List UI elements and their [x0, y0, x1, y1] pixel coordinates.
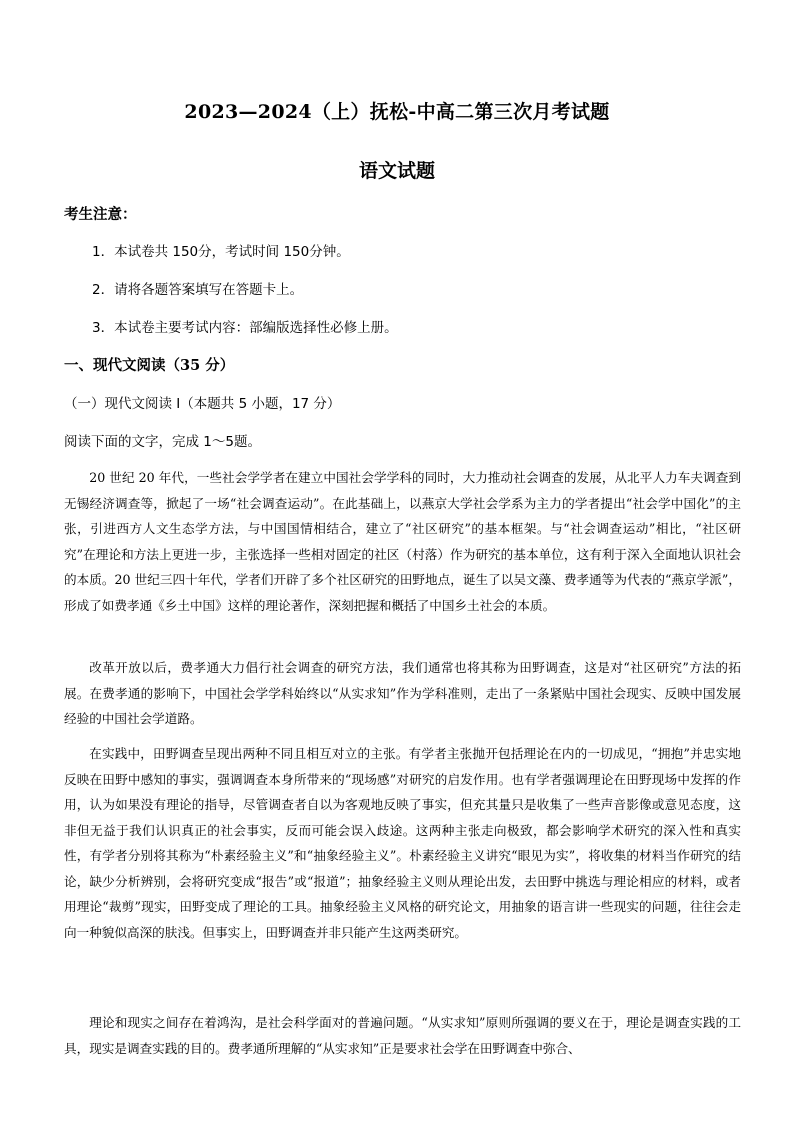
exam-subtitle: 语文试题	[358, 160, 435, 182]
passage-paragraph: 改革开放以后，费孝通大力倡行社会调查的研究方法，我们通常也将其称为田野调查，这是对“社区研究”方法的拓展。在费孝通的影响下，中国社会学学科始终以“从实求知”作为学科准则，走出了一条紧贴中国社会现实、反映中国发展经验的中国社会学道路。	[64, 660, 741, 726]
section-instruction: 阅读下面的文字，完成 1～5题。	[64, 434, 261, 450]
passage-paragraph: 20 世纪 20 年代，一些社会学学者在建立中国社会学学科的同时，大力推动社会调查的发展，从北平人力车夫调查到无锡经济调查等，掀起了一场“社会调查运动”。在此基础上，以燕京大学社会学系为主力的学者提出“社会学中国化”的主张，引进西方人文生态学方法，与中国国情相结合，建立了“社区研究”的基本框架。与“社会调查运动”相比，“社区研究”在理论和方法上更进一步，主张选择一些相对固定的社区（村落）作为研究的基本单位，这有利于深入全面地认识社会的本质。20 世纪三四十年代，学者们开辟了多个社区研究的田野地点，诞生了以吴文藻、费孝通等为代表的“燕京学派”，形成了如费孝通《乡土中国》这样的理论著作，深刻把握和概括了中国乡土社会的本质。	[64, 470, 741, 613]
section-subheading: （一）现代文阅读 I（本题共 5 小题，17 分）	[64, 396, 341, 412]
section-heading: 一、现代文阅读（35 分）	[64, 357, 235, 374]
notice-item: 2．请将各题答案填写在答题卡上。	[92, 282, 304, 298]
passage-paragraph: 理论和现实之间存在着鸿沟，是社会科学面对的普遍问题。“从实求知”原则所强调的要义在于，理论是调查实践的工具，现实是调查实践的目的。费孝通所理解的“从实求知”正是要求社会学在田野调查中弥合、	[64, 1015, 741, 1056]
notice-item: 1．本试卷共 150分，考试时间 150分钟。	[92, 244, 350, 260]
notice-item: 3．本试卷主要考试内容：部编版选择性必修上册。	[92, 320, 398, 336]
passage-paragraph: 在实践中，田野调查呈现出两种不同且相互对立的主张。有学者主张抛开包括理论在内的一切成见，“拥抱”并忠实地反映在田野中感知的事实，强调调查本身所带来的“现场感”对研究的启发作用。也有学者强调理论在田野现场中发挥的作用，认为如果没有理论的指导，尽管调查者自以为客观地反映了事实，但充其量只是收集了一些声音影像或意见态度，这非但无益于我们认识真正的社会事实，反而可能会误入歧途。这两种主张走向极致，都会影响学术研究的深入性和真实性，有学者分别将其称为“朴素经验主义”和“抽象经验主义”。朴素经验主义讲究“眼见为实”，将收集的材料当作研究的结论，缺少分析辨别，会将研究变成“报告”或“报道”；抽象经验主义则从理论出发，去田野中挑选与理论相应的材料，或者用理论“裁剪”现实，田野变成了理论的工具。抽象经验主义风格的研究论文，用抽象的语言讲一些现实的问题，往往会走向一种貌似高深的肤浅。但事实上，田野调查并非只能产生这两类研究。	[64, 746, 741, 940]
notice-heading: 考生注意：	[64, 206, 137, 223]
exam-title: 2023—2024（上）抚松-中高二第三次月考试题	[184, 101, 610, 123]
